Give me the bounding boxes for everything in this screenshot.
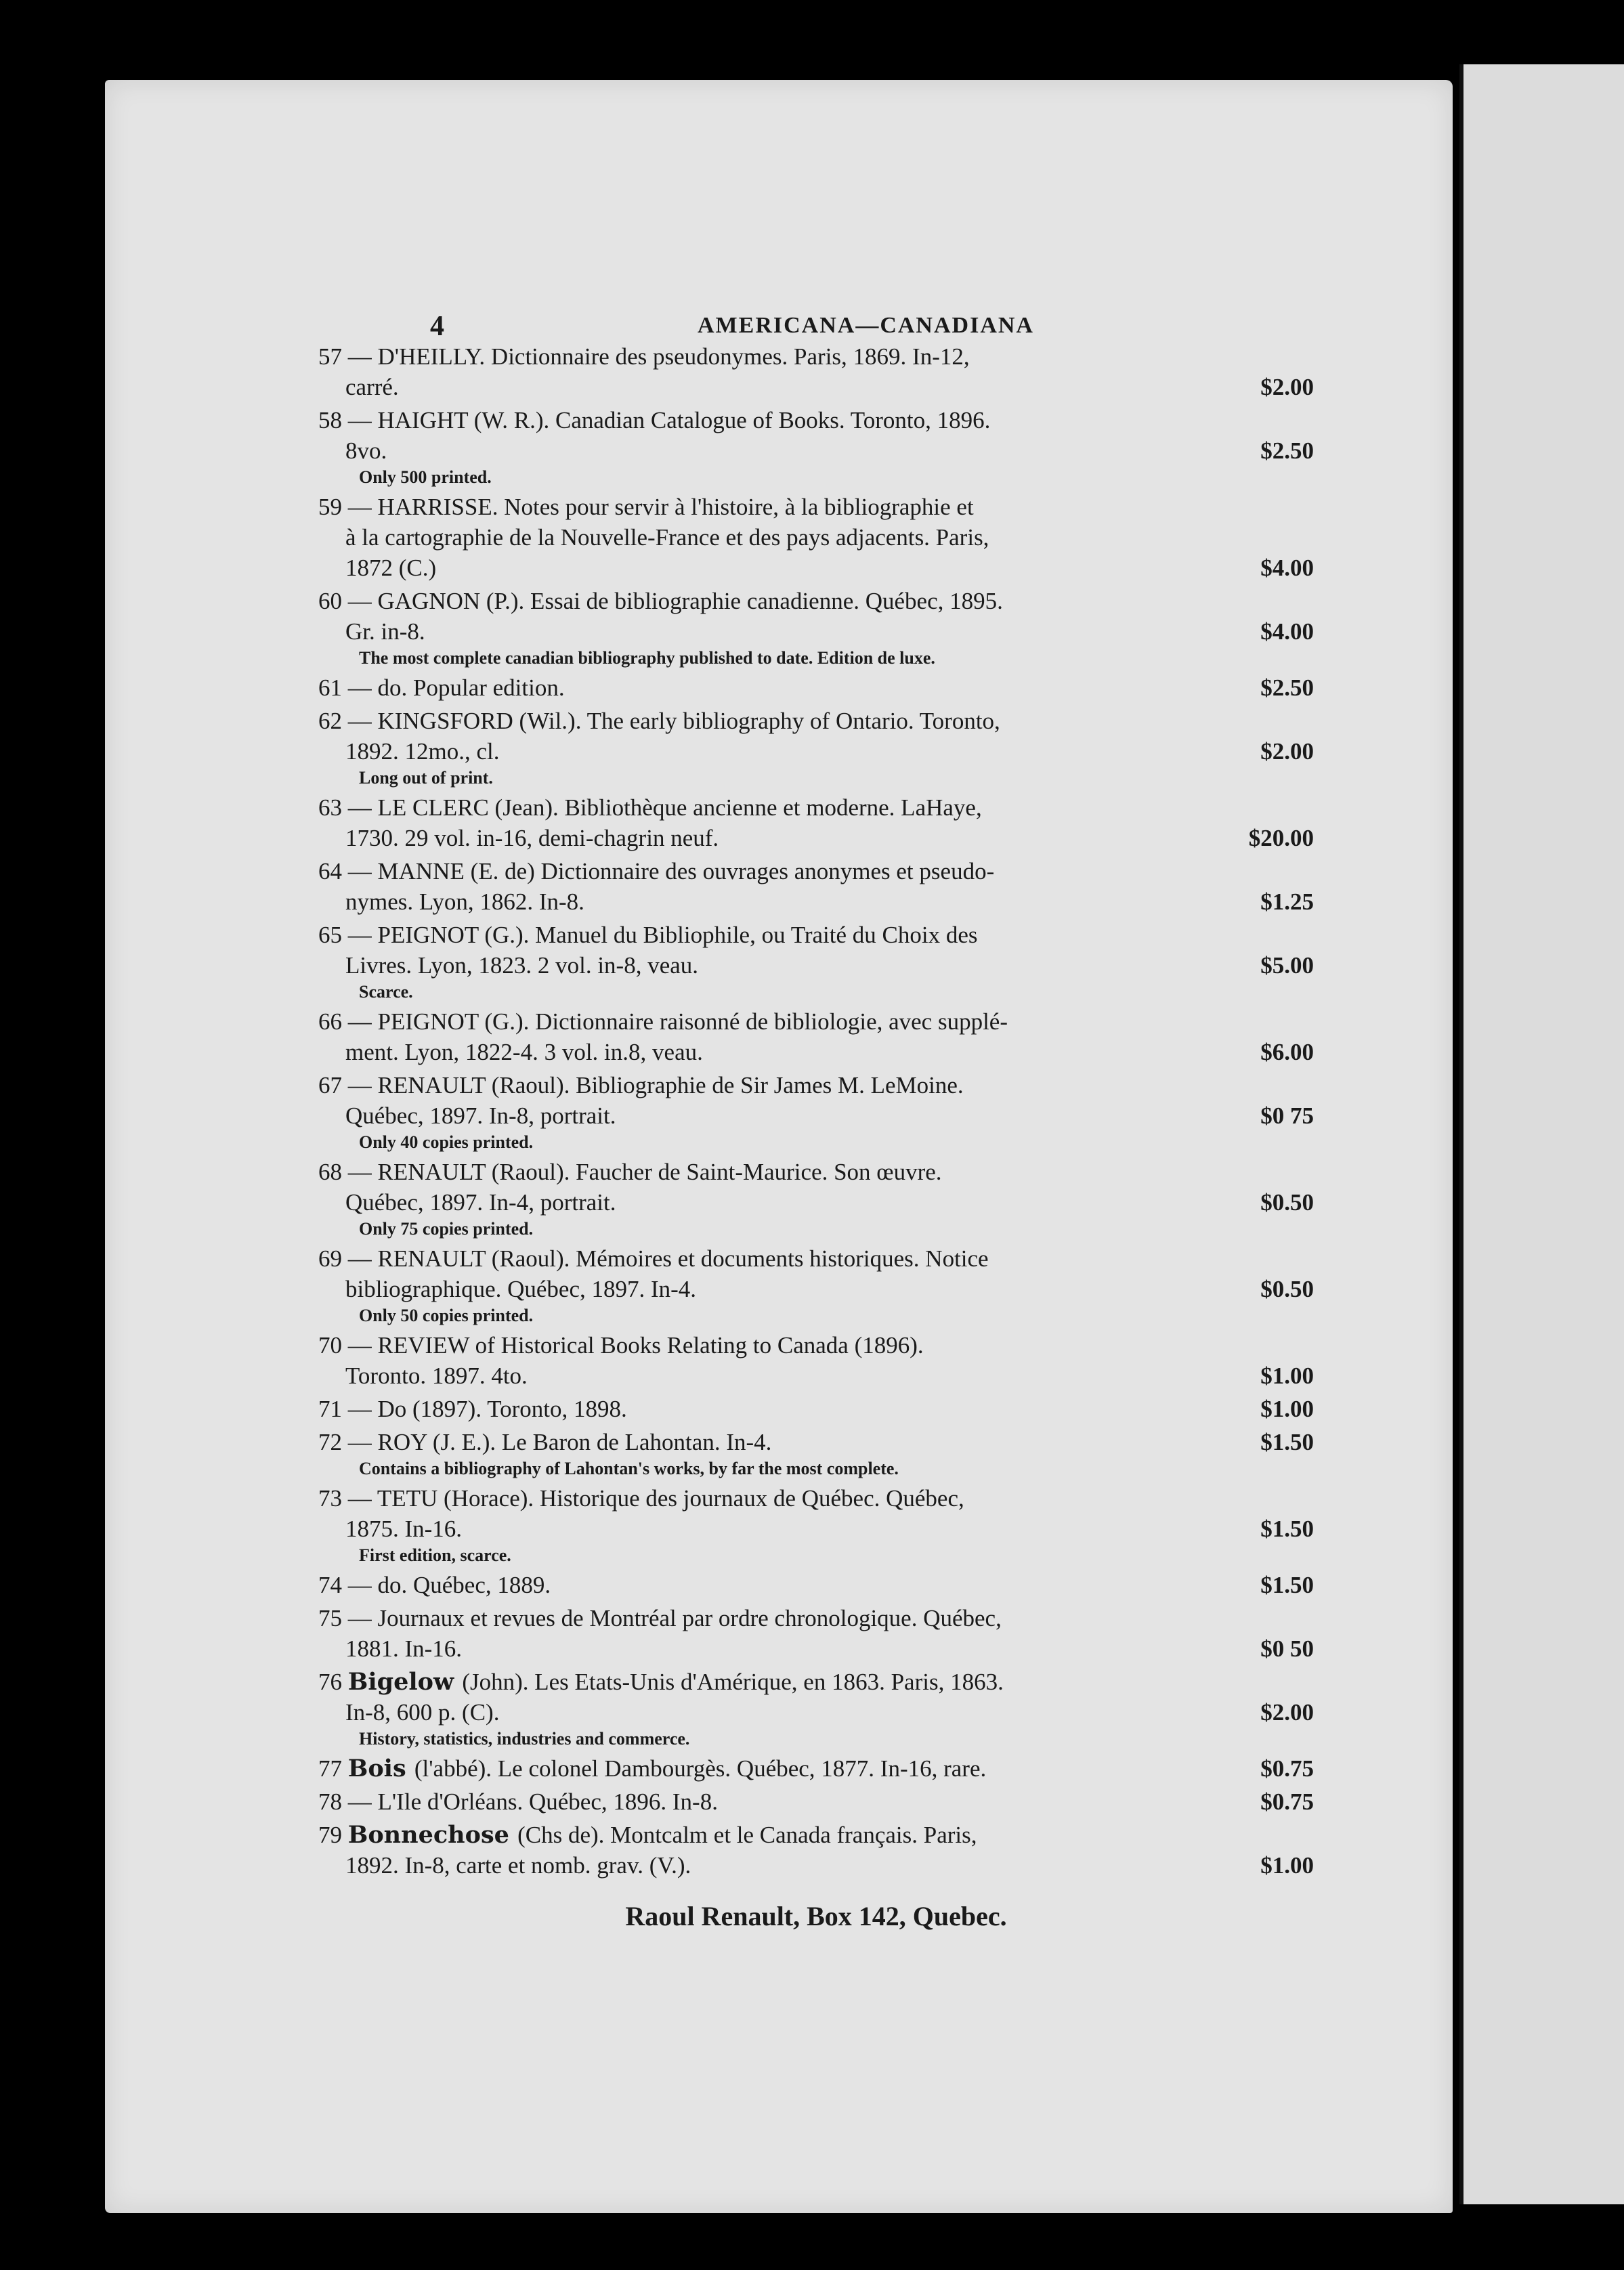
page-number: 4	[430, 311, 444, 342]
entry-first-line	[318, 341, 1314, 372]
entry-description: — MANNE (E. de) Dictionnaire des ouvrages anonymes et pseudo-	[347, 858, 995, 884]
entry-number: 68	[318, 1159, 348, 1185]
entry-first-line	[318, 1820, 1314, 1850]
entry-number: 67	[318, 1072, 348, 1098]
entry-number: 63	[318, 794, 348, 821]
catalogue-entry	[318, 1483, 1314, 1567]
entry-price: $4.00	[1260, 618, 1314, 645]
catalogue-entry	[318, 1427, 1314, 1480]
catalogue-entry	[318, 1006, 1314, 1067]
catalogue-entry	[318, 792, 1314, 853]
entry-note: Long out of print.	[359, 768, 493, 788]
entry-description: — do. Popular edition.	[347, 674, 565, 701]
entry-number: 59	[318, 494, 348, 520]
entry-continuation: à la cartographie de la Nouvelle-France et des pays adjacents. Paris,	[345, 524, 989, 551]
footer-address: Raoul Renault, Box 142, Quebec.	[625, 1901, 1007, 1931]
entry-first-line	[318, 706, 1314, 736]
entry-continuation: 1892. In-8, carte et nomb. grav. (V.).	[345, 1852, 691, 1879]
entry-price: $2.00	[1260, 738, 1314, 765]
entry-author: Bigelow	[347, 1668, 463, 1696]
entry-price: $4.00	[1260, 555, 1314, 581]
running-head: AMERICANA—CANADIANA	[698, 313, 1034, 338]
entry-first-line	[318, 492, 1314, 522]
entry-note: Scarce.	[359, 982, 413, 1002]
entry-number: 73	[318, 1485, 348, 1512]
entry-description: — HAIGHT (W. R.). Canadian Catalogue of Books. Toronto, 1896.	[347, 407, 991, 433]
entry-number: 69	[318, 1245, 348, 1272]
entry-continuation: Toronto. 1897. 4to.	[345, 1363, 528, 1389]
entry-description: (l'abbé). Le colonel Dambourgès. Québec, 1877. In-16, rare.	[414, 1755, 987, 1782]
entry-first-line	[318, 1753, 1212, 1784]
entry-note: Contains a bibliography of Lahontan's works, by far the most complete.	[359, 1459, 899, 1478]
entry-description: — HARRISSE. Notes pour servir à l'histoire, à la bibliographie et	[347, 494, 974, 520]
catalogue-entry	[318, 492, 1314, 583]
entry-description: — ROY (J. E.). Le Baron de Lahontan. In-4.	[347, 1429, 772, 1455]
entry-number: 57	[318, 343, 348, 370]
entry-number: 61	[318, 674, 348, 701]
entry-description: — Do (1897). Toronto, 1898.	[347, 1396, 627, 1422]
entry-number: 79	[318, 1822, 348, 1848]
catalogue-entry	[318, 405, 1314, 489]
entry-price: $1.00	[1260, 1396, 1314, 1422]
entry-continuation: Québec, 1897. In-4, portrait.	[345, 1189, 616, 1216]
entry-price: $0.50	[1260, 1189, 1314, 1216]
entry-number: 76	[318, 1669, 348, 1695]
entry-price: $2.00	[1260, 1699, 1314, 1726]
entry-continuation: 1892. 12mo., cl.	[345, 738, 500, 765]
entry-first-line	[318, 586, 1314, 616]
entry-continuation: In-8, 600 p. (C).	[345, 1699, 500, 1726]
entry-continuation: Gr. in-8.	[345, 618, 425, 645]
entry-continuation: 1875. In-16.	[345, 1516, 463, 1542]
entry-continuation: nymes. Lyon, 1862. In-8.	[345, 888, 584, 915]
catalogue-entry	[318, 1820, 1314, 1881]
catalogue-entry	[318, 586, 1314, 670]
entry-number: 74	[318, 1572, 348, 1598]
entry-description: — RENAULT (Raoul). Mémoires et documents historiques. Notice	[347, 1245, 989, 1272]
entry-note: History, statistics, industries and commerce.	[359, 1729, 690, 1749]
catalogue-entry	[318, 1786, 1314, 1817]
catalogue-entry	[318, 1753, 1314, 1784]
entry-note: Only 50 copies printed.	[359, 1306, 534, 1325]
entry-description: — PEIGNOT (G.). Dictionnaire raisonné de bibliologie, avec supplé-	[347, 1008, 1008, 1035]
catalogue-entry	[318, 1394, 1314, 1424]
entry-price: $0.75	[1260, 1755, 1314, 1782]
entry-description: (Chs de). Montcalm et le Canada français. Paris,	[517, 1822, 977, 1848]
entry-price: $1.50	[1260, 1572, 1314, 1598]
entry-first-line	[318, 792, 1314, 823]
entry-note: Only 500 printed.	[359, 467, 492, 487]
entry-price: $1.00	[1260, 1363, 1314, 1389]
entry-price: $2.50	[1260, 437, 1314, 464]
entry-note: The most complete canadian bibliography published to date. Edition de luxe.	[359, 648, 935, 668]
entry-price: $1.50	[1260, 1429, 1314, 1455]
entry-continuation: 1881. In-16.	[345, 1635, 463, 1662]
entry-description: — RENAULT (Raoul). Bibliographie de Sir James M. LeMoine.	[347, 1072, 964, 1098]
entry-first-line	[318, 1603, 1314, 1633]
entry-description: — D'HEILLY. Dictionnaire des pseudonymes. Paris, 1869. In-12,	[347, 343, 970, 370]
entry-price: $1.00	[1260, 1852, 1314, 1879]
entry-number: 64	[318, 858, 348, 884]
entry-description: — LE CLERC (Jean). Bibliothèque ancienne et moderne. LaHaye,	[347, 794, 982, 821]
entry-number: 62	[318, 708, 348, 734]
entry-first-line	[318, 405, 1314, 435]
entry-description: — REVIEW of Historical Books Relating to Canada (1896).	[347, 1332, 924, 1358]
catalogue-content	[318, 298, 1314, 1931]
entry-description: — TETU (Horace). Historique des journaux de Québec. Québec,	[347, 1485, 964, 1512]
entry-number: 75	[318, 1605, 348, 1631]
entry-continuation: 8vo.	[345, 437, 387, 464]
entry-first-line	[318, 1157, 1314, 1187]
entry-price: $1.25	[1260, 888, 1314, 915]
entry-first-line	[318, 920, 1314, 950]
entry-note: Only 40 copies printed.	[359, 1132, 534, 1152]
entry-first-line	[318, 856, 1314, 886]
entry-number: 70	[318, 1332, 348, 1358]
catalogue-entry	[318, 1667, 1314, 1751]
entry-first-line	[318, 1330, 1314, 1361]
entry-description: — KINGSFORD (Wil.). The early bibliography of Ontario. Toronto,	[347, 708, 1000, 734]
entry-description: — PEIGNOT (G.). Manuel du Bibliophile, ou Traité du Choix des	[347, 922, 978, 948]
entry-number: 60	[318, 588, 348, 614]
entry-number: 72	[318, 1429, 348, 1455]
entry-number: 58	[318, 407, 348, 433]
adjacent-page-edge	[1459, 64, 1624, 2204]
entry-note: Only 75 copies printed.	[359, 1219, 534, 1239]
entry-continuation: bibliographique. Québec, 1897. In-4.	[345, 1276, 697, 1302]
entry-first-line	[318, 1070, 1314, 1100]
catalogue-entry	[318, 1243, 1314, 1327]
entry-first-line	[318, 1786, 1212, 1817]
catalogue-entry	[318, 672, 1314, 703]
entry-price: $0.50	[1260, 1276, 1314, 1302]
entry-number: 78	[318, 1789, 348, 1815]
entry-price: $0 50	[1260, 1635, 1314, 1662]
entry-description: — RENAULT (Raoul). Faucher de Saint-Maurice. Son œuvre.	[347, 1159, 942, 1185]
entry-first-line	[318, 1427, 1212, 1457]
catalogue-entry	[318, 856, 1314, 917]
entry-continuation: carré.	[345, 374, 399, 400]
entry-author: Bonnechose	[347, 1821, 518, 1849]
entry-description: — do. Québec, 1889.	[347, 1572, 551, 1598]
entry-price: $2.00	[1260, 374, 1314, 400]
entry-price: $0 75	[1260, 1102, 1314, 1129]
entry-first-line	[318, 1006, 1314, 1037]
entry-note: First edition, scarce.	[359, 1545, 511, 1565]
entry-first-line	[318, 1483, 1314, 1514]
entry-continuation: Québec, 1897. In-8, portrait.	[345, 1102, 616, 1129]
entry-number: 66	[318, 1008, 348, 1035]
entry-list	[318, 341, 1314, 1881]
catalogue-entry	[318, 1330, 1314, 1391]
entry-continuation: 1730. 29 vol. in-16, demi-chagrin neuf.	[345, 825, 719, 851]
entry-first-line	[318, 1570, 1212, 1600]
entry-first-line	[318, 1667, 1314, 1697]
entry-price: $1.50	[1260, 1516, 1314, 1542]
entry-number: 65	[318, 922, 348, 948]
entry-price: $5.00	[1260, 952, 1314, 979]
entry-price: $6.00	[1260, 1039, 1314, 1065]
catalogue-entry	[318, 1070, 1314, 1154]
entry-continuation: Livres. Lyon, 1823. 2 vol. in-8, veau.	[345, 952, 699, 979]
catalogue-entry	[318, 341, 1314, 402]
entry-description: — GAGNON (P.). Essai de bibliographie canadienne. Québec, 1895.	[347, 588, 1003, 614]
catalogue-entry	[318, 1157, 1314, 1241]
entry-price: $0.75	[1260, 1789, 1314, 1815]
catalogue-entry	[318, 1570, 1314, 1600]
entry-description: — L'Ile d'Orléans. Québec, 1896. In-8.	[347, 1789, 718, 1815]
entry-number: 77	[318, 1755, 348, 1782]
entry-continuation: ment. Lyon, 1822-4. 3 vol. in.8, veau.	[345, 1039, 703, 1065]
entry-price: $20.00	[1248, 825, 1314, 851]
entry-first-line	[318, 1394, 1212, 1424]
catalogue-entry	[318, 920, 1314, 1004]
catalogue-entry	[318, 706, 1314, 790]
entry-first-line	[318, 1243, 1314, 1274]
entry-number: 71	[318, 1396, 348, 1422]
entry-description: — Journaux et revues de Montréal par ordre chronologique. Québec,	[347, 1605, 1002, 1631]
entry-price: $2.50	[1260, 674, 1314, 701]
page-header	[318, 298, 1314, 342]
entry-description: (John). Les Etats-Unis d'Amérique, en 1863. Paris, 1863.	[462, 1669, 1004, 1695]
catalogue-entry	[318, 1603, 1314, 1664]
entry-author: Bois	[347, 1755, 414, 1782]
entry-first-line	[318, 672, 1212, 703]
entry-continuation: 1872 (C.)	[345, 555, 437, 581]
